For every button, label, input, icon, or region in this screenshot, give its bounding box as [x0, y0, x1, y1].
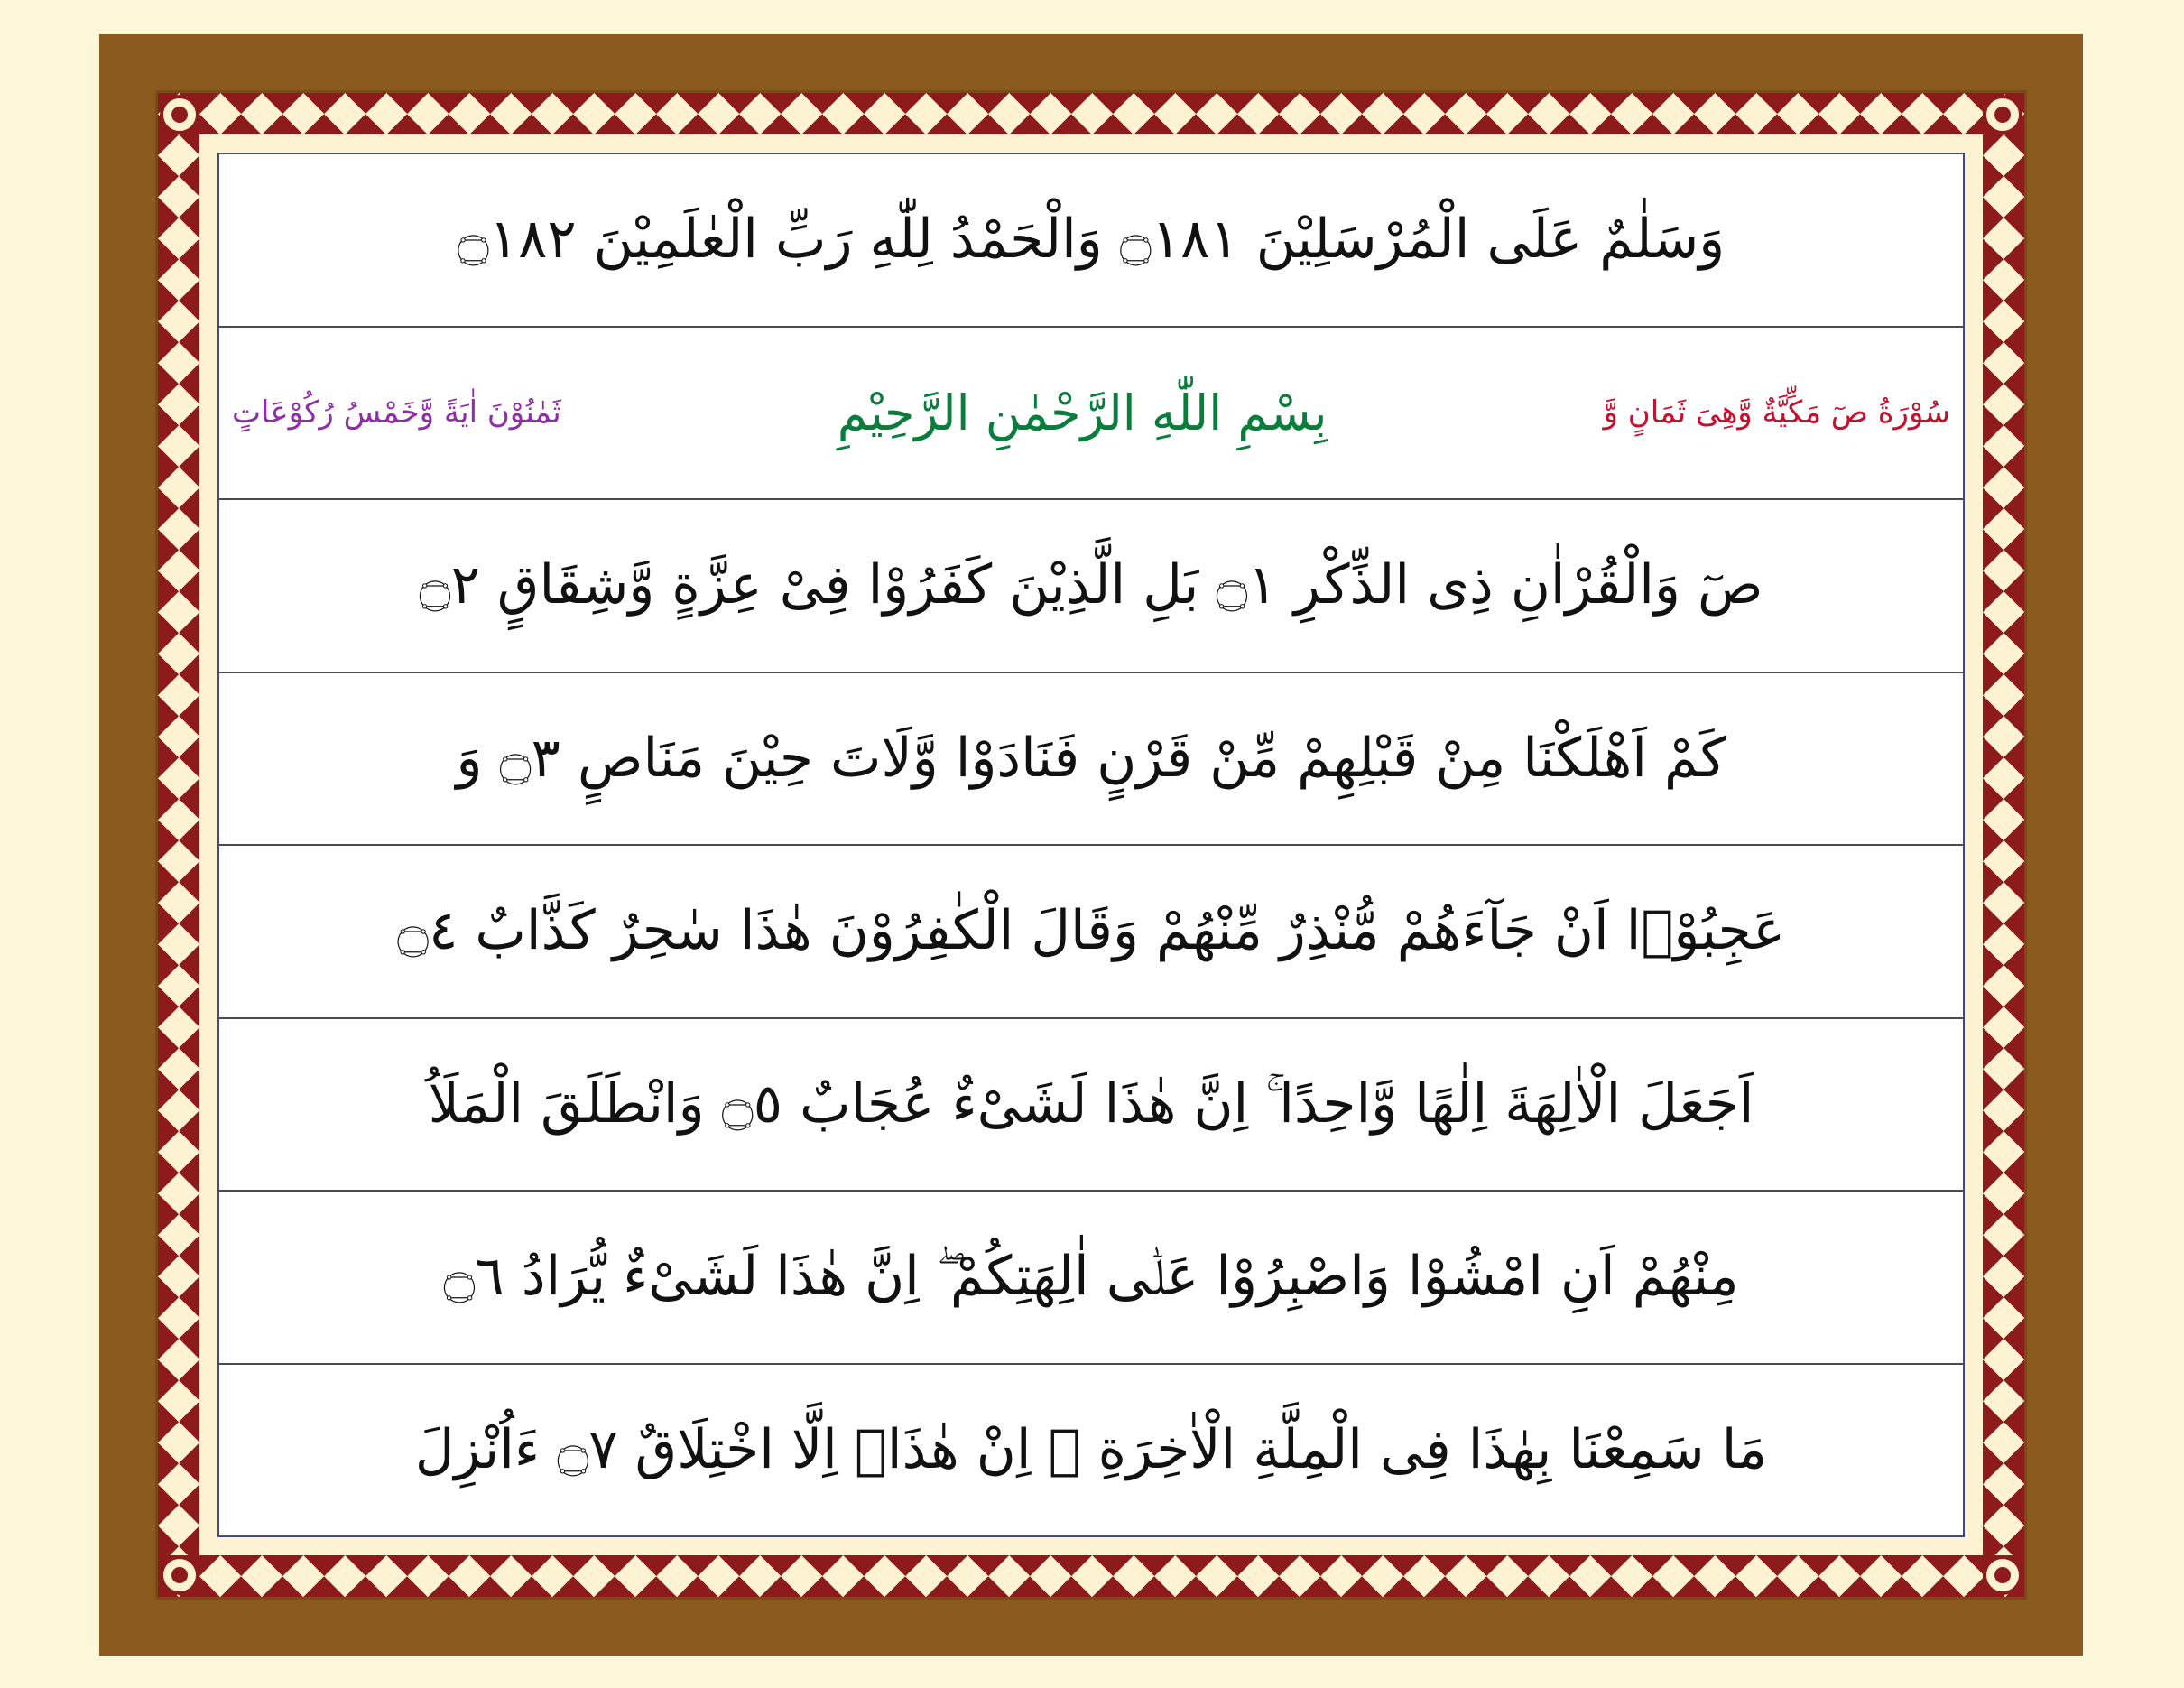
quran-line-2-surah-header	[219, 328, 1963, 501]
corner-medallion-bottom-left	[160, 1555, 199, 1595]
quran-line-1	[219, 154, 1963, 328]
text-panel	[217, 153, 1965, 1537]
quran-line-6-text: اَجَعَلَ الْاٰلِهَةَ اِلٰهًا وَّاحِدًا ۚ اِنَّ هٰذَا لَشَىْءٌ عُجَابٌ ۝٥ وَانْطَلَقَ الْمَلَاُ	[428, 1071, 1754, 1136]
chevron-border-right	[1983, 93, 2024, 1597]
quran-line-8-text: مَا سَمِعْنَا بِهٰذَا فِى الْمِلَّةِ الْاٰخِرَةِ ۖ اِنْ هٰذَاۤ اِلَّا اخْتِلَاقٌ ۝٧ ءَاُنْزِلَ	[414, 1417, 1768, 1481]
surah-header-band	[232, 385, 1950, 441]
quran-line-8	[219, 1365, 1963, 1536]
quran-line-6	[219, 1019, 1963, 1192]
quran-line-4-text: كَمْ اَهْلَكْنَا مِنْ قَبْلِهِمْ مِّنْ قَرْنٍ فَنَادَوْا وَّلَاتَ حِيْنَ مَنَاصٍ ۝٣ وَ	[456, 726, 1726, 790]
quran-line-5	[219, 846, 1963, 1019]
corner-medallion-top-right	[1983, 95, 2022, 134]
surah-header-right-label: سُوْرَةُ صٓ مَكِّيَّةٌ وَّهِىَ ثَمَانٍ وَّ	[1603, 394, 1950, 431]
chevron-border-left	[158, 93, 199, 1597]
inner-decorative-field	[155, 90, 2027, 1600]
surah-header-left-label: ثَمٰنُوْنَ اٰيَةً وَّخَمْسُ رُكُوْعَاتٍ	[232, 394, 561, 431]
quran-line-3-text: صٓ وَالْقُرْاٰنِ ذِى الذِّكْرِ ۝١ بَلِ الَّذِيْنَ كَفَرُوْا فِىْ عِزَّةٍ وَّشِقَاقٍ ۝٢	[419, 553, 1763, 617]
quran-line-5-text: عَجِبُوْۤا اَنْ جَآءَهُمْ مُّنْذِرٌ مِّنْهُمْ وَقَالَ الْكٰفِرُوْنَ هٰذَا سٰحِرٌ كَذَّابٌ ۝٤	[396, 899, 1786, 963]
chevron-border-top	[158, 93, 2024, 134]
quran-line-7	[219, 1192, 1963, 1365]
quran-line-4	[219, 673, 1963, 847]
basmala-text: بِسْمِ اللّٰهِ الرَّحْمٰنِ الرَّحِيْمِ	[837, 384, 1328, 441]
corner-medallion-top-left	[160, 95, 199, 134]
quran-line-3	[219, 500, 1963, 673]
quran-line-7-text: مِنْهُمْ اَنِ امْشُوْا وَاصْبِرُوْا عَلٰۤى اٰلِهَتِكُمْ ۖ اِنَّ هٰذَا لَشَىْءٌ يُّرَادُ ۝٦	[443, 1245, 1739, 1309]
chevron-border-bottom	[158, 1555, 2024, 1597]
quran-line-1-text: وَسَلٰمٌ عَلَى الْمُرْسَلِيْنَ ۝١٨١ وَالْحَمْدُ لِلّٰهِ رَبِّ الْعٰلَمِيْنَ ۝١٨٢	[457, 208, 1726, 272]
corner-medallion-bottom-right	[1983, 1555, 2022, 1595]
outer-frame	[99, 34, 2083, 1656]
